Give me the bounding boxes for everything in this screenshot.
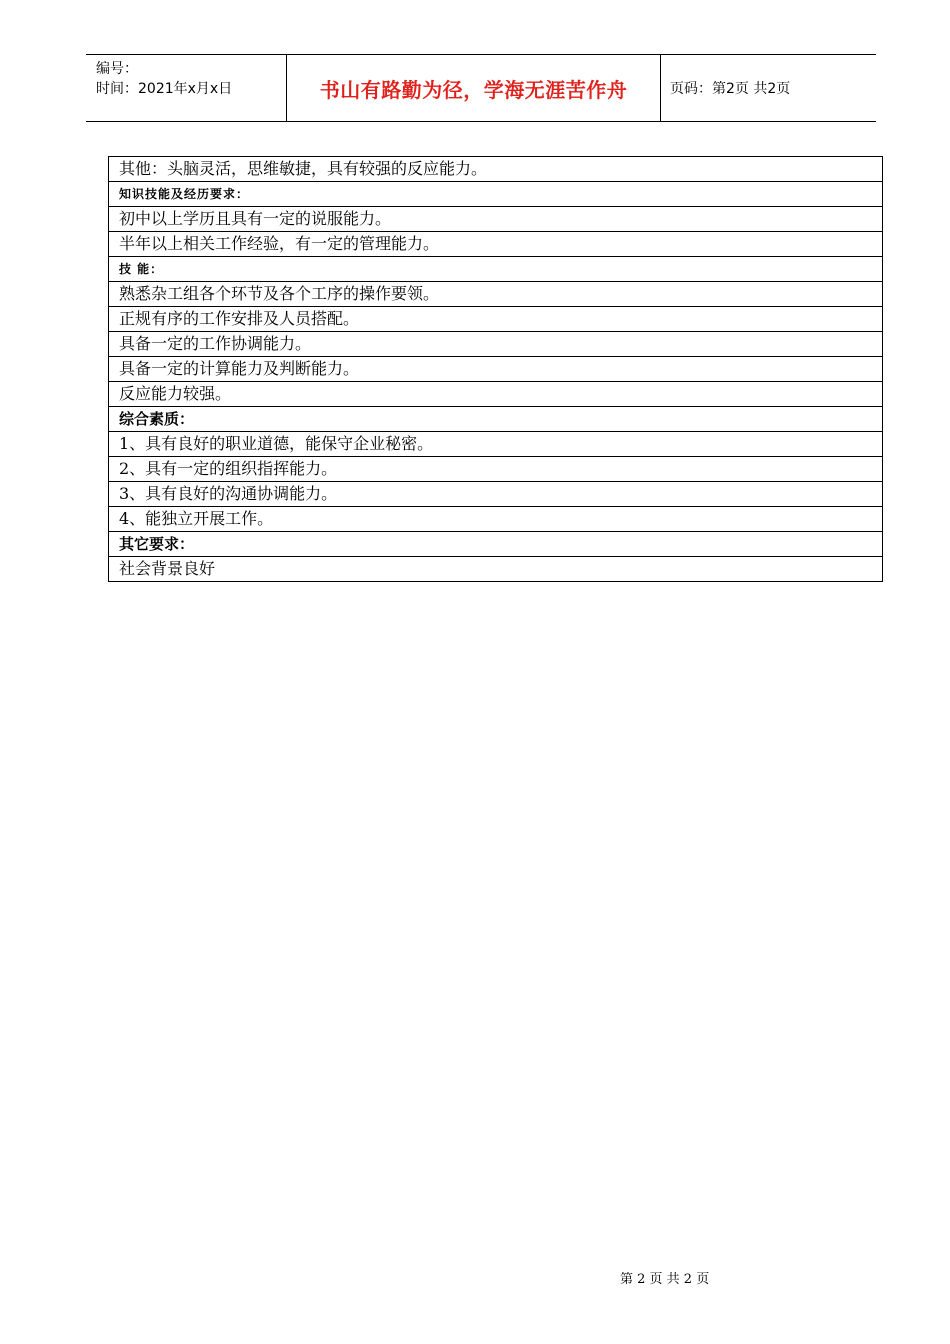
section-heading: 知识技能及经历要求： bbox=[109, 182, 883, 207]
table-row bbox=[109, 282, 883, 307]
table-row bbox=[109, 257, 883, 282]
table-row bbox=[109, 157, 883, 182]
table-row bbox=[109, 207, 883, 232]
table-row bbox=[109, 432, 883, 457]
table-row bbox=[109, 307, 883, 332]
table-row bbox=[109, 332, 883, 357]
document-time-label: 时间：2021年x月x日 bbox=[96, 81, 233, 97]
table-cell: 其他：头脑灵活，思维敏捷，具有较强的反应能力。 bbox=[109, 157, 883, 182]
table-row bbox=[109, 457, 883, 482]
table-cell: 具备一定的计算能力及判断能力。 bbox=[109, 357, 883, 382]
header-meta bbox=[86, 55, 286, 121]
requirements-table bbox=[108, 156, 883, 582]
table-row bbox=[109, 407, 883, 432]
table-cell: 3、具有良好的沟通协调能力。 bbox=[109, 482, 883, 507]
table-row bbox=[109, 532, 883, 557]
table-row bbox=[109, 357, 883, 382]
table-row bbox=[109, 382, 883, 407]
section-heading: 技 能： bbox=[109, 257, 883, 282]
table-row bbox=[109, 557, 883, 582]
table-row bbox=[109, 232, 883, 257]
document-number-label: 编号： bbox=[96, 61, 138, 77]
table-cell: 反应能力较强。 bbox=[109, 382, 883, 407]
table-cell: 正规有序的工作安排及人员搭配。 bbox=[109, 307, 883, 332]
section-heading: 其它要求： bbox=[109, 532, 883, 557]
table-cell: 1、具有良好的职业道德，能保守企业秘密。 bbox=[109, 432, 883, 457]
page-header bbox=[86, 54, 876, 122]
table-cell: 熟悉杂工组各个环节及各个工序的操作要领。 bbox=[109, 282, 883, 307]
table-row bbox=[109, 507, 883, 532]
table-cell: 半年以上相关工作经验，有一定的管理能力。 bbox=[109, 232, 883, 257]
table-cell: 2、具有一定的组织指挥能力。 bbox=[109, 457, 883, 482]
table-cell: 4、能独立开展工作。 bbox=[109, 507, 883, 532]
table-row bbox=[109, 182, 883, 207]
header-page-info: 页码：第2页 共2页 bbox=[670, 81, 791, 97]
requirements-table-body bbox=[109, 157, 883, 582]
table-cell: 初中以上学历且具有一定的说服能力。 bbox=[109, 207, 883, 232]
table-cell: 社会背景良好 bbox=[109, 557, 883, 582]
header-motto: 书山有路勤为径，学海无涯苦作舟 bbox=[286, 55, 661, 121]
table-row bbox=[109, 482, 883, 507]
table-cell: 具备一定的工作协调能力。 bbox=[109, 332, 883, 357]
section-heading: 综合素质： bbox=[109, 407, 883, 432]
page-footer: 第 2 页 共 2 页 bbox=[620, 1272, 710, 1287]
